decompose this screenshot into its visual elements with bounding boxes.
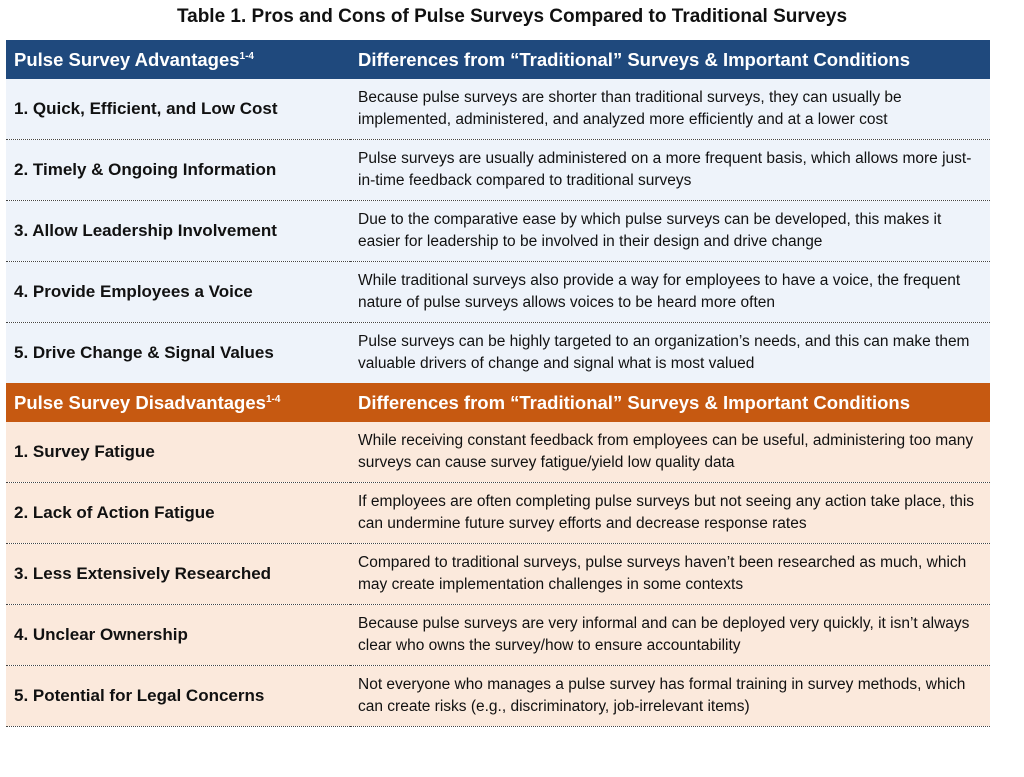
disadvantage-description: Because pulse surveys are very informal and can be deployed very quickly, it isn’t always clear who owns the survey/how to ensure accountability [350, 605, 990, 666]
table-row [6, 140, 990, 201]
disadvantage-label: 3. Less Extensively Researched [6, 544, 350, 605]
table-row [6, 79, 990, 140]
disadvantages-header-label [6, 383, 350, 422]
advantage-description: Because pulse surveys are shorter than traditional surveys, they can usually be implemented, administered, and analyzed more efficiently and at a lower cost [350, 79, 990, 140]
advantage-label: 4. Provide Employees a Voice [6, 262, 350, 323]
disadvantage-description: Compared to traditional surveys, pulse surveys haven’t been researched as much, which may create implementation challenges in some contexts [350, 544, 990, 605]
advantages-header-text: Pulse Survey Advantages [14, 48, 240, 70]
table-row [6, 666, 990, 727]
disadvantages-header-row [6, 383, 990, 422]
table-row [6, 544, 990, 605]
advantages-header-citation: 1-4 [239, 50, 254, 62]
disadvantage-description: Not everyone who manages a pulse survey has formal training in survey methods, which can create risks (e.g., discriminatory, job-irrelevant items) [350, 666, 990, 727]
advantages-header-row [6, 40, 990, 79]
advantage-label: 3. Allow Leadership Involvement [6, 201, 350, 262]
table-row [6, 201, 990, 262]
advantage-label: 1. Quick, Efficient, and Low Cost [6, 79, 350, 140]
disadvantage-description: If employees are often completing pulse surveys but not seeing any action take place, this can undermine future survey efforts and decrease response rates [350, 483, 990, 544]
disadvantages-header-citation: 1-4 [265, 393, 281, 405]
pros-cons-table [6, 40, 990, 727]
advantage-description: While traditional surveys also provide a way for employees to have a voice, the frequent nature of pulse surveys allows voices to be heard more often [350, 262, 990, 323]
disadvantages-header-text: Pulse Survey Disadvantages [14, 391, 266, 413]
disadvantages-header-differences: Differences from “Traditional” Surveys & Important Conditions [350, 383, 990, 422]
table-row [6, 323, 990, 384]
advantage-description: Pulse surveys can be highly targeted to an organization’s needs, and this can make them valuable drivers of change and signal what is most valued [350, 323, 990, 384]
advantage-label: 5. Drive Change & Signal Values [6, 323, 350, 384]
table-row [6, 605, 990, 666]
advantages-header-differences: Differences from “Traditional” Surveys & Important Conditions [350, 40, 990, 79]
disadvantage-label: 2. Lack of Action Fatigue [6, 483, 350, 544]
disadvantage-label: 1. Survey Fatigue [6, 422, 350, 483]
advantages-header-label [6, 40, 350, 79]
advantage-description: Due to the comparative ease by which pulse surveys can be developed, this makes it easier for leadership to be involved in their design and drive change [350, 201, 990, 262]
disadvantage-label: 4. Unclear Ownership [6, 605, 350, 666]
table-title: Table 1. Pros and Cons of Pulse Surveys Compared to Traditional Surveys [176, 6, 848, 27]
table-row [6, 262, 990, 323]
advantage-label: 2. Timely & Ongoing Information [6, 140, 350, 201]
disadvantage-label: 5. Potential for Legal Concerns [6, 666, 350, 727]
table-row [6, 483, 990, 544]
disadvantage-description: While receiving constant feedback from employees can be useful, administering too many surveys can cause survey fatigue/yield low quality data [350, 422, 990, 483]
table-row [6, 422, 990, 483]
advantage-description: Pulse surveys are usually administered on a more frequent basis, which allows more just-in-time feedback compared to traditional surveys [350, 140, 990, 201]
